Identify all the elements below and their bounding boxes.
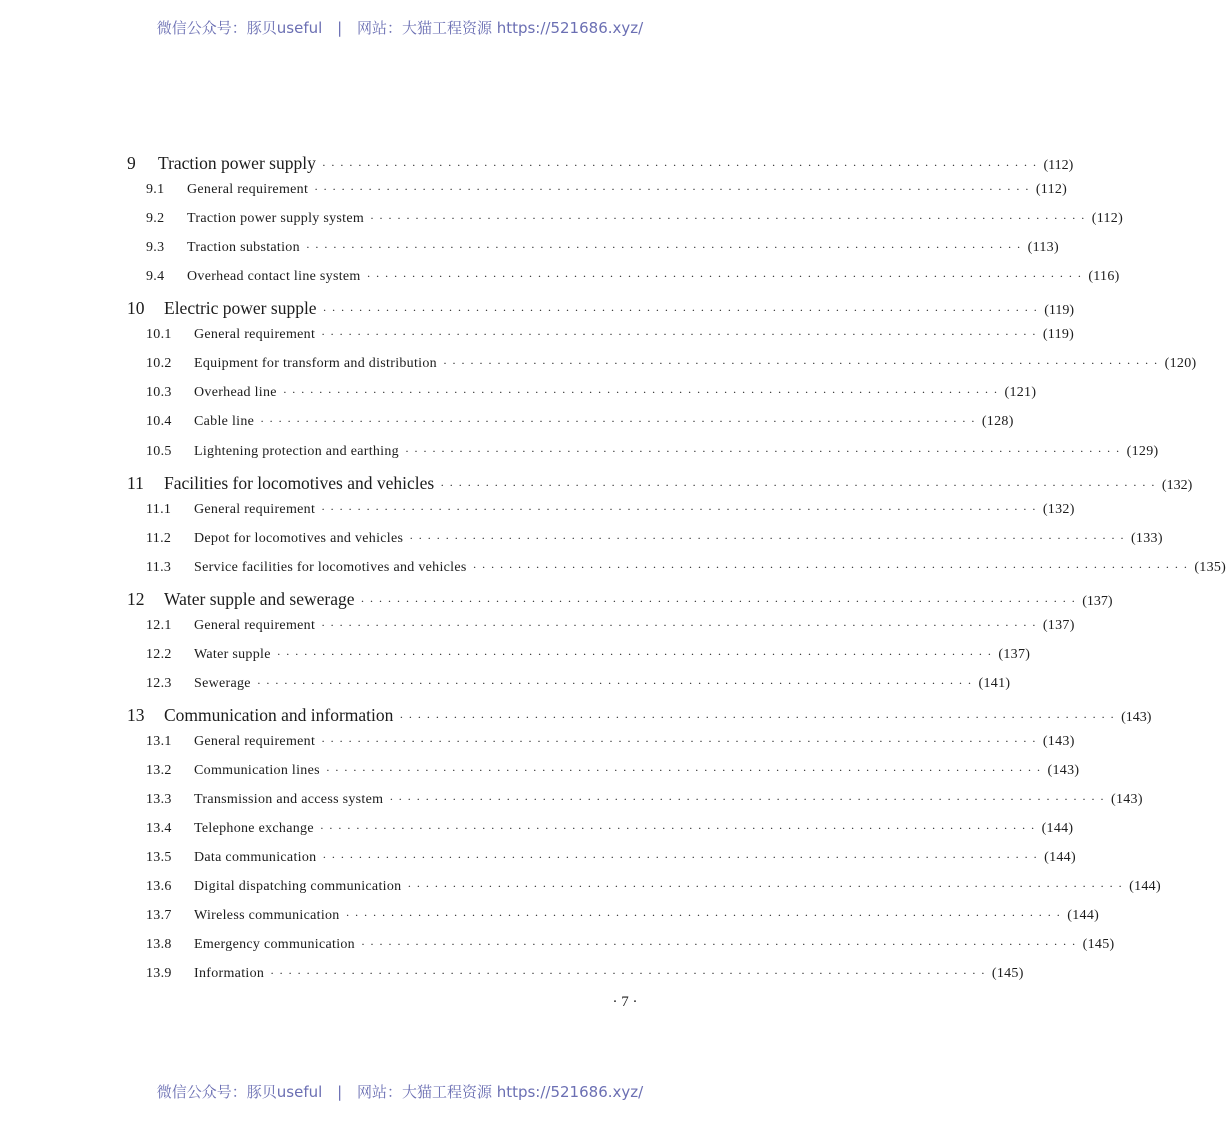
toc-section-entry: [0, 821, 1074, 845]
toc-leader-dots: · · · · · · · · · · · · · · · · · · · · · · · · · · · · · · · · · · · · · · · · · · · · · · · · · · · · · · · · · · · · · · · · · · · · · · · · · · · · · · · ·: [407, 879, 1124, 894]
toc-entry-title: Transmission and access system: [194, 792, 384, 808]
toc-section-entry: [0, 559, 1226, 584]
toc-entry-title: Depot for locomotives and vehicles: [194, 530, 404, 546]
toc-section-entry: [0, 211, 1124, 235]
toc-section-entry: [0, 937, 1115, 961]
toc-leader-dots: · · · · · · · · · · · · · · · · · · · · · · · · · · · · · · · · · · · · · · · · · · · · · · · · · · · · · · · · · · · · · · · · · · · · · · · · · · · · · · · ·: [389, 792, 1105, 807]
toc-entry-page: (116): [1088, 269, 1120, 285]
toc-leader-dots: · · · · · · · · · · · · · · · · · · · · · · · · · · · · · · · · · · · · · · · · · · · · · · · · · · · · · · · · · · · · · · · · · · · · · · · · · · · · · · · ·: [319, 821, 1036, 836]
toc-leader-dots: · · · · · · · · · · · · · · · · · · · · · · · · · · · · · · · · · · · · · · · · · · · · · · · · · · · · · · · · · · · · · · · · · · · · · · · · · · · · · · · ·: [440, 477, 1156, 492]
toc-entry-page: (137): [1082, 593, 1113, 609]
toc-entry-title: General requirement: [187, 182, 309, 198]
toc-entry-number: 11: [127, 472, 144, 493]
toc-leader-dots: · · · · · · · · · · · · · · · · · · · · · · · · · · · · · · · · · · · · · · · · · · · · · · · · · · · · · · · · · · · · · · · · · · · · · · · · · · · · · · · ·: [360, 937, 1077, 952]
toc-entry-title: Wireless communication: [194, 908, 340, 924]
watermark-wechat: 微信公众号：豚贝useful: [156, 19, 323, 37]
toc-entry-page: (119): [1042, 327, 1075, 343]
toc-entry-page: (132): [1042, 501, 1075, 517]
toc-entry-number: 9.3: [146, 240, 165, 256]
toc-leader-dots: · · · · · · · · · · · · · · · · · · · · · · · · · · · · · · · · · · · · · · · · · · · · · · · · · · · · · · · · · · · · · · · · · · · · · · · · · · · · · · · ·: [321, 327, 1037, 342]
toc-entry-number: 13.1: [146, 734, 172, 749]
toc-entry-title: Water supple: [194, 646, 271, 662]
toc-entry-title: Overhead line: [194, 385, 277, 401]
toc-leader-dots: · · · · · · · · · · · · · · · · · · · · · · · · · · · · · · · · · · · · · · · · · · · · · · · · · · · · · · · · · · · · · · · · · · · · · · · · · · · · · · · ·: [404, 443, 1121, 458]
toc-leader-dots: · · · · · · · · · · · · · · · · · · · · · · · · · · · · · · · · · · · · · · · · · · · · · · · · · · · · · · · · · · · · · · · · · · · · · · · · · · · · · · · ·: [345, 908, 1062, 923]
toc-entry-title: Equipment for transform and distribution: [194, 356, 437, 372]
toc-entry-page: (143): [1111, 792, 1143, 808]
toc-entry-number: 13.5: [146, 850, 172, 866]
toc-entry-title: Traction power supply system: [187, 211, 365, 227]
toc-leader-dots: · · · · · · · · · · · · · · · · · · · · · · · · · · · · · · · · · · · · · · · · · · · · · · · · · · · · · · · · · · · · · · · · · · · · · · · · · · · · · · · ·: [282, 385, 999, 400]
toc-entry-number: 9: [127, 153, 136, 173]
toc-entry-number: 13.8: [146, 937, 172, 953]
toc-entry-title: General requirement: [194, 617, 316, 633]
toc-section-entry: [0, 414, 1014, 438]
toc-entry-title: Data communication: [194, 850, 317, 866]
toc-entry-number: 13.9: [146, 966, 172, 982]
toc-section-entry: [0, 879, 1161, 903]
toc-entry-page: (112): [1091, 211, 1124, 227]
toc-leader-dots: · · · · · · · · · · · · · · · · · · · · · · · · · · · · · · · · · · · · · · · · · · · · · · · · · · · · · · · · · · · · · · · · · · · · · · · · · · · · · · · ·: [366, 269, 1083, 284]
toc-leader-dots: · · · · · · · · · · · · · · · · · · · · · · · · · · · · · · · · · · · · · · · · · · · · · · · · · · · · · · · · · · · · · · · · · · · · · · · · · · · · · · · ·: [321, 158, 1038, 172]
watermark-website: 网站：大猫工程资源 https://521686.xyz/: [356, 1083, 644, 1101]
watermark-separator: |: [337, 19, 343, 37]
toc-entry-title: Overhead contact line system: [187, 269, 361, 285]
toc-entry-title: Facilities for locomotives and vehicles: [164, 472, 435, 493]
toc-entry-number: 10.2: [146, 356, 172, 372]
toc-section-entry: [0, 240, 1059, 264]
toc-section-entry: [0, 646, 1031, 671]
toc-leader-dots: · · · · · · · · · · · · · · · · · · · · · · · · · · · · · · · · · · · · · · · · · · · · · · · · · · · · · · · · · · · · · · · · · · · · · · · · · · · · · · · ·: [260, 414, 976, 429]
toc-entry-page: (143): [1121, 709, 1152, 725]
toc-leader-dots: · · · · · · · · · · · · · · · · · · · · · · · · · · · · · · · · · · · · · · · · · · · · · · · · · · · · · · · · · · · · · · · · · · · · · · · · · · · · · · · ·: [370, 211, 1086, 226]
toc-chapter-entry: [0, 153, 1074, 177]
toc-leader-dots: · · · · · · · · · · · · · · · · · · · · · · · · · · · · · · · · · · · · · · · · · · · · · · · · · · · · · · · · · · · · · · · · · · · · · · · · · · · · · · · ·: [360, 593, 1077, 608]
toc-entry-number: 9.1: [146, 182, 165, 198]
toc-entry-number: 13.6: [146, 879, 172, 895]
toc-entry-number: 9.4: [146, 269, 165, 285]
toc-section-entry: [0, 966, 1024, 990]
toc-entry-page: (132): [1161, 477, 1193, 493]
toc-entry-number: 13.7: [146, 908, 172, 924]
toc-entry-page: (121): [1004, 385, 1037, 401]
toc-chapter-entry: [0, 704, 1152, 729]
toc-section-entry: [0, 182, 1068, 206]
toc-chapter-entry: [0, 588, 1113, 613]
toc-section-entry: [0, 792, 1143, 816]
toc-entry-title: Information: [194, 966, 265, 982]
toc-entry-number: 11.1: [146, 501, 172, 517]
watermark-footer: [0, 1081, 800, 1102]
toc-chapter-entry: [0, 472, 1193, 497]
toc-entry-title: Communication and information: [164, 704, 394, 725]
toc-entry-page: (145): [1082, 937, 1115, 953]
toc-entry-title: Traction substation: [187, 240, 300, 256]
toc-entry-page: (128): [981, 414, 1014, 430]
toc-entry-title: Traction power supply: [158, 153, 316, 173]
toc-entry-page: (133): [1130, 530, 1163, 546]
toc-entry-page: (144): [1041, 821, 1074, 837]
toc-entry-number: 12.3: [146, 675, 172, 691]
toc-entry-number: 13.4: [146, 821, 172, 837]
toc-entry-title: Sewerage: [194, 675, 251, 691]
toc-entry-number: 11.2: [146, 530, 172, 546]
toc-entry-number: 13: [127, 704, 145, 725]
toc-section-entry: [0, 501, 1075, 526]
page-number: · 7 ·: [612, 994, 638, 1010]
toc-entry-page: (137): [1042, 617, 1075, 633]
toc-section-entry: [0, 356, 1197, 380]
toc-entry-number: 13.2: [146, 763, 172, 779]
toc-leader-dots: · · · · · · · · · · · · · · · · · · · · · · · · · · · · · · · · · · · · · · · · · · · · · · · · · · · · · · · · · · · · · · · · · · · · · · · · · · · · · · · ·: [322, 303, 1039, 318]
toc-leader-dots: · · · · · · · · · · · · · · · · · · · · · · · · · · · · · · · · · · · · · · · · · · · · · · · · · · · · · · · · · · · · · · · · · · · · · · · · · · · · · · · ·: [305, 240, 1022, 255]
toc-entry-title: General requirement: [194, 501, 316, 517]
toc-entry-title: Telephone exchange: [194, 821, 314, 837]
toc-leader-dots: · · · · · · · · · · · · · · · · · · · · · · · · · · · · · · · · · · · · · · · · · · · · · · · · · · · · · · · · · · · · · · · · · · · · · · · · · · · · · · · ·: [276, 646, 993, 661]
toc-leader-dots: · · · · · · · · · · · · · · · · · · · · · · · · · · · · · · · · · · · · · · · · · · · · · · · · · · · · · · · · · · · · · · · · · · · · · · · · · · · · · · · ·: [442, 356, 1159, 371]
toc-section-entry: [0, 734, 1075, 758]
toc-entry-page: (144): [1129, 879, 1161, 895]
toc-entry-title: Service facilities for locomotives and vehicles: [194, 559, 467, 575]
toc-entry-page: (144): [1067, 908, 1100, 924]
toc-entry-page: (137): [998, 646, 1031, 662]
toc-entry-number: 12: [127, 588, 145, 609]
toc-leader-dots: · · · · · · · · · · · · · · · · · · · · · · · · · · · · · · · · · · · · · · · · · · · · · · · · · · · · · · · · · · · · · · · · · · · · · · · · · · · · · · · ·: [321, 501, 1037, 516]
toc-entry-title: Electric power supple: [164, 298, 317, 319]
toc-entry-number: 10.1: [146, 327, 172, 343]
toc-leader-dots: · · · · · · · · · · · · · · · · · · · · · · · · · · · · · · · · · · · · · · · · · · · · · · · · · · · · · · · · · · · · · · · · · · · · · · · · · · · · · · · ·: [270, 966, 986, 981]
toc-entry-page: (135): [1194, 559, 1226, 575]
toc-entry-page: (112): [1043, 158, 1074, 173]
toc-leader-dots: · · · · · · · · · · · · · · · · · · · · · · · · · · · · · · · · · · · · · · · · · · · · · · · · · · · · · · · · · · · · · · · · · · · · · · · · · · · · · · · ·: [256, 675, 973, 690]
toc-entry-title: Communication lines: [194, 763, 320, 779]
toc-section-entry: [0, 443, 1159, 468]
watermark-website: 网站：大猫工程资源 https://521686.xyz/: [356, 19, 644, 37]
toc-entry-page: (129): [1126, 443, 1159, 459]
toc-entry-number: 12.1: [146, 617, 172, 633]
watermark-separator: |: [337, 1083, 343, 1101]
toc-section-entry: [0, 530, 1163, 555]
toc-section-entry: [0, 763, 1080, 787]
toc-section-entry: [0, 617, 1075, 642]
toc-chapter-entry: [0, 298, 1075, 322]
watermark-wechat: 微信公众号：豚贝useful: [156, 1083, 323, 1101]
toc-section-entry: [0, 850, 1076, 874]
toc-entry-number: 9.2: [146, 211, 165, 227]
toc-section-entry: [0, 269, 1120, 293]
toc-leader-dots: · · · · · · · · · · · · · · · · · · · · · · · · · · · · · · · · · · · · · · · · · · · · · · · · · · · · · · · · · · · · · · · · · · · · · · · · · · · · · · · ·: [399, 709, 1116, 724]
toc-leader-dots: · · · · · · · · · · · · · · · · · · · · · · · · · · · · · · · · · · · · · · · · · · · · · · · · · · · · · · · · · · · · · · · · · · · · · · · · · · · · · · · ·: [321, 734, 1037, 748]
toc-entry-title: Emergency communication: [194, 937, 355, 953]
toc-leader-dots: · · · · · · · · · · · · · · · · · · · · · · · · · · · · · · · · · · · · · · · · · · · · · · · · · · · · · · · · · · · · · · · · · · · · · · · · · · · · · · · ·: [321, 617, 1037, 632]
toc-entry-number: 11.3: [146, 559, 172, 575]
toc-entry-page: (119): [1044, 303, 1075, 319]
toc-entry-title: General requirement: [194, 734, 316, 749]
toc-entry-page: (120): [1164, 356, 1197, 372]
toc-entry-page: (143): [1042, 734, 1075, 749]
toc-entry-page: (144): [1044, 850, 1076, 866]
toc-entry-number: 12.2: [146, 646, 172, 662]
toc-entry-page: (145): [991, 966, 1024, 982]
toc-entry-number: 10.5: [146, 443, 172, 459]
toc-section-entry: [0, 385, 1037, 409]
toc-leader-dots: · · · · · · · · · · · · · · · · · · · · · · · · · · · · · · · · · · · · · · · · · · · · · · · · · · · · · · · · · · · · · · · · · · · · · · · · · · · · · · · ·: [314, 182, 1030, 197]
toc-section-entry: [0, 675, 1011, 700]
toc-entry-number: 10.4: [146, 414, 172, 430]
toc-entry-page: (143): [1047, 763, 1080, 779]
toc-entry-title: Water supple and sewerage: [164, 588, 355, 609]
toc-entry-title: Lightening protection and earthing: [194, 443, 399, 459]
toc-entry-title: Cable line: [194, 414, 255, 430]
toc-leader-dots: · · · · · · · · · · · · · · · · · · · · · · · · · · · · · · · · · · · · · · · · · · · · · · · · · · · · · · · · · · · · · · · · · · · · · · · · · · · · · · · ·: [409, 530, 1125, 545]
toc-entry-title: General requirement: [194, 327, 316, 343]
toc-entry-page: (141): [978, 675, 1011, 691]
toc-leader-dots: · · · · · · · · · · · · · · · · · · · · · · · · · · · · · · · · · · · · · · · · · · · · · · · · · · · · · · · · · · · · · · · · · · · · · · · · · · · · · · · ·: [325, 763, 1042, 778]
toc-leader-dots: · · · · · · · · · · · · · · · · · · · · · · · · · · · · · · · · · · · · · · · · · · · · · · · · · · · · · · · · · · · · · · · · · · · · · · · · · · · · · · · ·: [322, 850, 1039, 865]
toc-entry-page: (112): [1035, 182, 1068, 198]
toc-entry-number: 10: [127, 298, 145, 319]
toc-entry-page: (113): [1027, 240, 1059, 256]
toc-entry-title: Digital dispatching communication: [194, 879, 402, 895]
toc-section-entry: [0, 327, 1075, 351]
toc-entry-number: 10.3: [146, 385, 172, 401]
toc-entry-number: 13.3: [146, 792, 172, 808]
toc-section-entry: [0, 908, 1100, 932]
toc-leader-dots: · · · · · · · · · · · · · · · · · · · · · · · · · · · · · · · · · · · · · · · · · · · · · · · · · · · · · · · · · · · · · · · · · · · · · · · · · · · · · · · ·: [472, 559, 1189, 574]
